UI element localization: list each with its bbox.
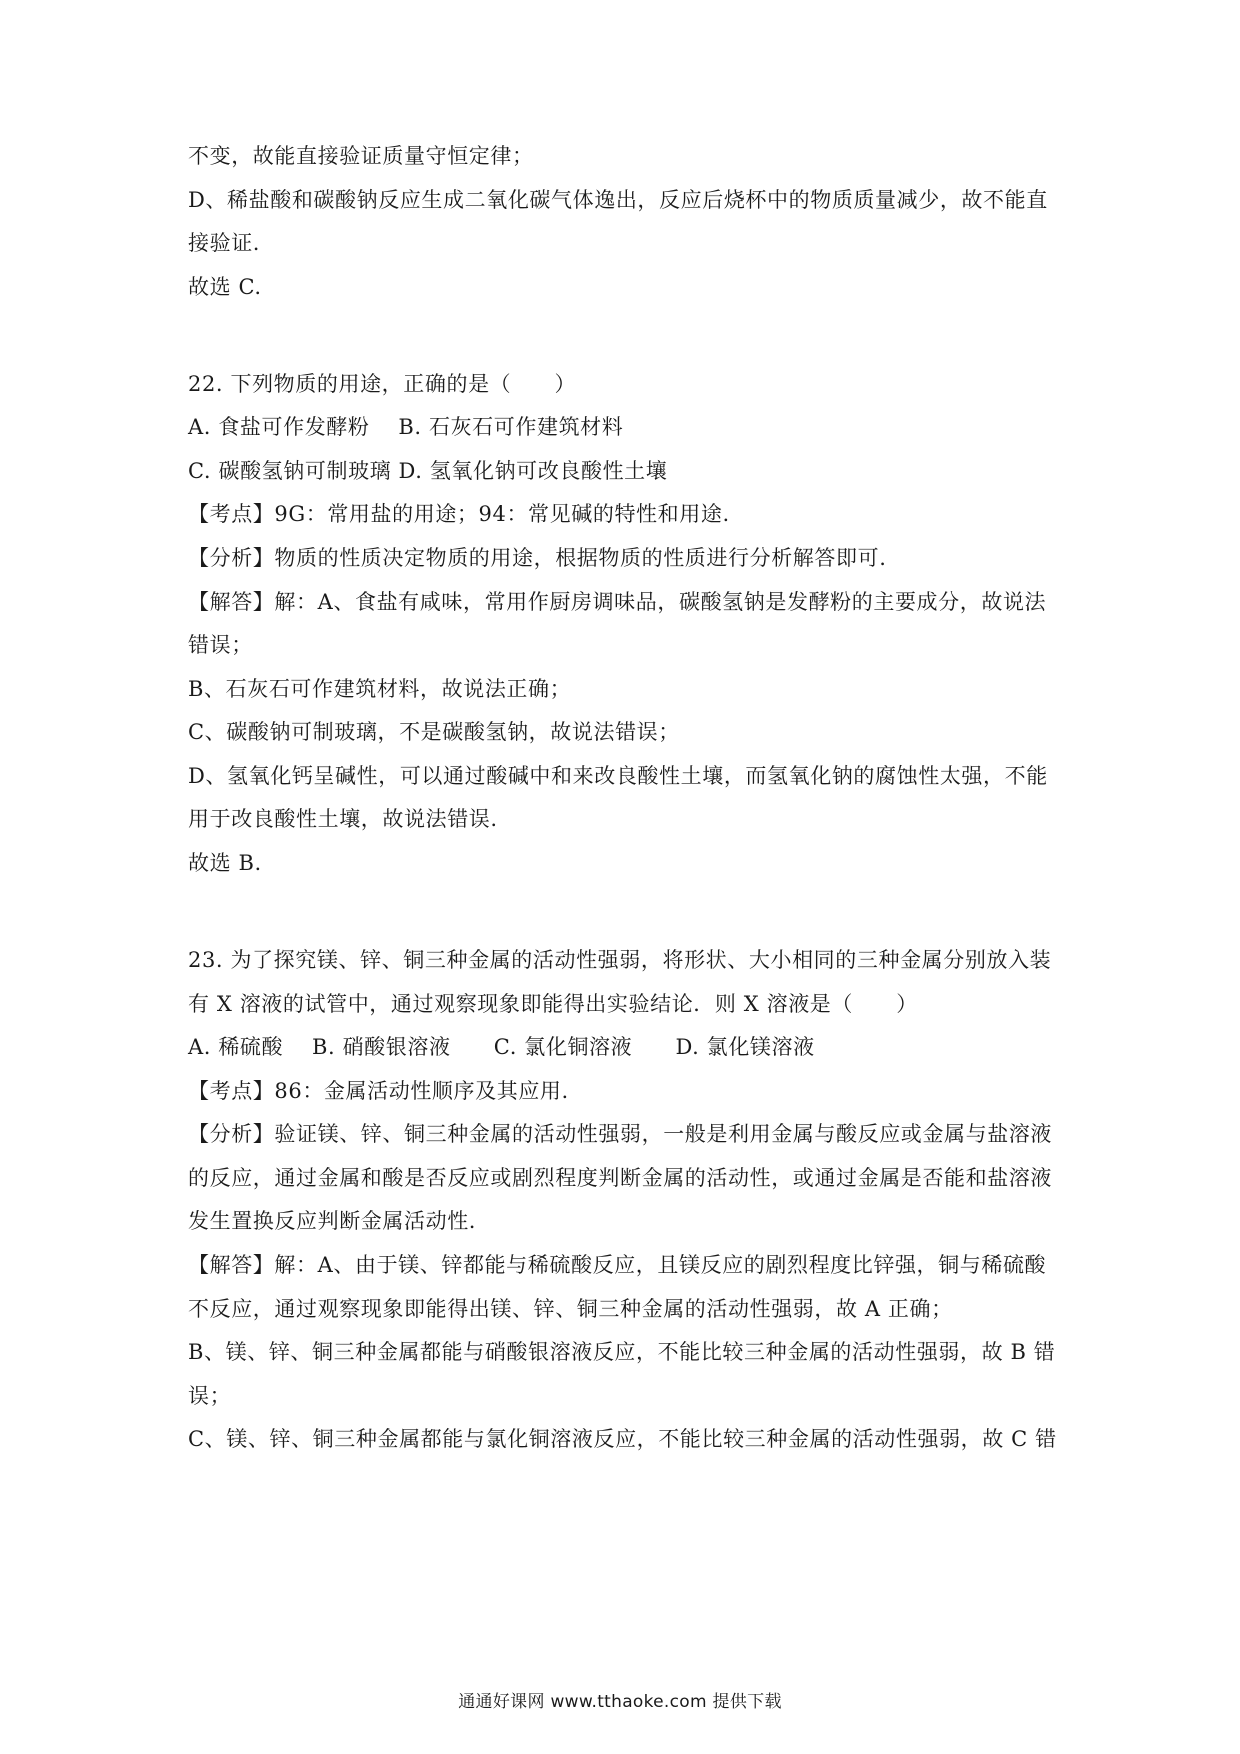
text-line: 用于改良酸性土壤，故说法错误. <box>188 807 498 831</box>
text-line: 发生置换反应判断金属活动性. <box>188 1209 477 1233</box>
question-22-kaodian: 【考点】9G：常用盐的用途；94：常见碱的特性和用途. <box>188 502 730 526</box>
question-22-title: 22. 下列物质的用途，正确的是（ ） <box>188 372 577 396</box>
text-line: 误； <box>188 1384 232 1408</box>
text-line: 的反应，通过金属和酸是否反应或剧烈程度判断金属的活动性，或通过金属是否能和盐溶液 <box>188 1166 1052 1190</box>
text-line: D、氢氧化钙呈碱性，可以通过酸碱中和来改良酸性土壤，而氢氧化钠的腐蚀性太强，不能 <box>188 764 1048 788</box>
text-line: 接验证. <box>188 231 261 255</box>
text-line: D、稀盐酸和碳酸钠反应生成二氧化碳气体逸出，反应后烧杯中的物质质量减少，故不能直 <box>188 188 1048 212</box>
page-footer: 通通好课网 www.tthaoke.com 提供下载 <box>458 1692 782 1712</box>
text-line: B、石灰石可作建筑材料，故说法正确； <box>188 677 572 701</box>
text-line: B、镁、锌、铜三种金属都能与硝酸银溶液反应，不能比较三种金属的活动性强弱，故 B 错 <box>188 1340 1056 1364</box>
question-23-options: A. 稀硫酸 B. 硝酸银溶液 C. 氯化铜溶液 D. 氯化镁溶液 <box>188 1035 815 1059</box>
text-line: C、镁、锌、铜三种金属都能与氯化铜溶液反应，不能比较三种金属的活动性强弱，故 C 错 <box>188 1427 1057 1451</box>
question-22-options: C. 碳酸氢钠可制玻璃 D. 氢氧化钠可改良酸性土壤 <box>188 459 668 483</box>
text-line: 不变，故能直接验证质量守恒定律； <box>188 144 534 168</box>
answer-line: 故选 B. <box>188 851 262 875</box>
question-22-options: A. 食盐可作发酵粉 B. 石灰石可作建筑材料 <box>188 415 624 439</box>
question-22-jieda: 【解答】解：A、食盐有咸味，常用作厨房调味品，碳酸氢钠是发酵粉的主要成分，故说法 <box>188 590 1047 614</box>
question-23-kaodian: 【考点】86：金属活动性顺序及其应用. <box>188 1079 569 1103</box>
text-line: C、碳酸钠可制玻璃，不是碳酸氢钠，故说法错误； <box>188 720 680 744</box>
answer-line: 故选 C. <box>188 275 262 299</box>
question-23-jieda: 【解答】解：A、由于镁、锌都能与稀硫酸反应，且镁反应的剧烈程度比锌强，铜与稀硫酸 <box>188 1253 1047 1277</box>
text-line: 不反应，通过观察现象即能得出镁、锌、铜三种金属的活动性强弱，故 A 正确； <box>188 1297 953 1321</box>
question-23-title: 23. 为了探究镁、锌、铜三种金属的活动性强弱，将形状、大小相同的三种金属分别放入装 <box>188 948 1052 972</box>
question-23-title: 有 X 溶液的试管中，通过观察现象即能得出实验结论．则 X 溶液是（ ） <box>188 992 918 1016</box>
question-22-fenxi: 【分析】物质的性质决定物质的用途，根据物质的性质进行分析解答即可. <box>188 546 887 570</box>
question-23-fenxi: 【分析】验证镁、锌、铜三种金属的活动性强弱，一般是利用金属与酸反应或金属与盐溶液 <box>188 1122 1052 1146</box>
text-line: 错误； <box>188 633 253 657</box>
